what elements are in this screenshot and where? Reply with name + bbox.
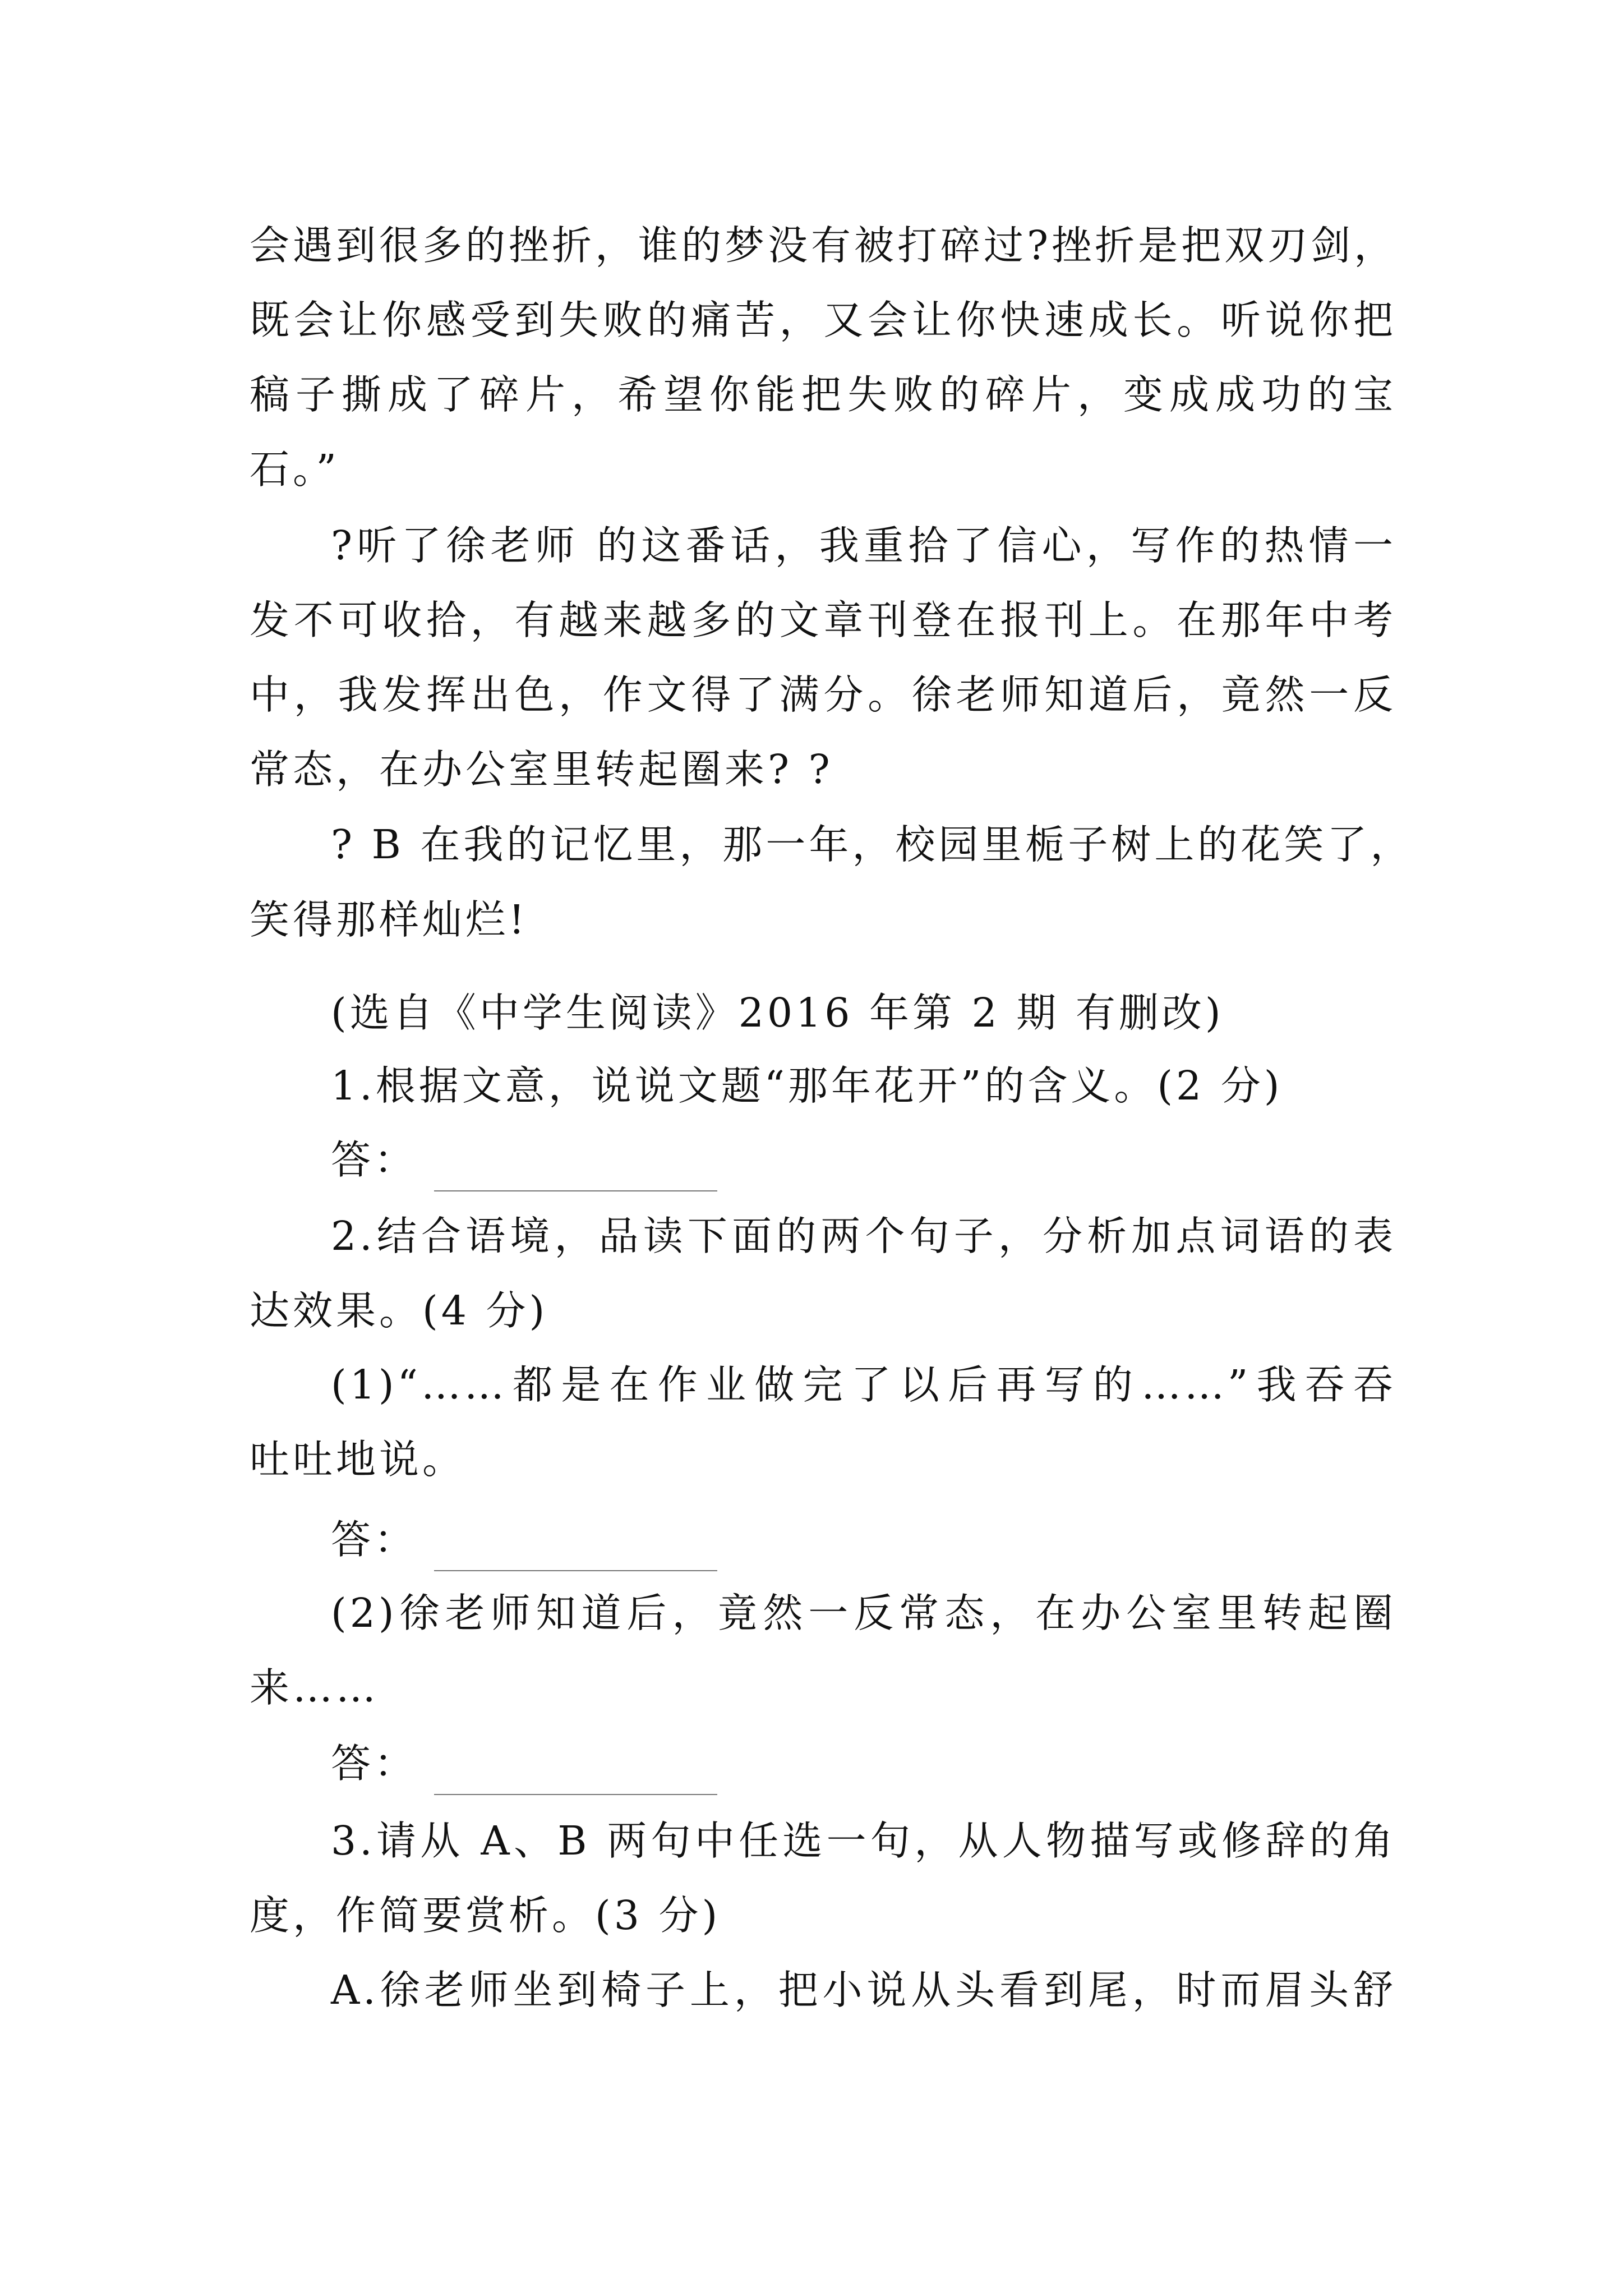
text-line: 石。” xyxy=(250,446,340,493)
question-3: 3.请从 A、B 两句中任选一句，从人物描写或修辞的角 xyxy=(331,1818,1396,1864)
text-line: 吐吐地说。 xyxy=(250,1436,466,1483)
question-1: 1.根据文意，说说文题“那年花开”的含义。(2 分) xyxy=(331,1062,1283,1109)
answer-blank[interactable] xyxy=(434,1760,717,1795)
text-line: 会遇到很多的挫折，谁的梦没有被打碎过?挫折是把双刃剑， xyxy=(250,222,1398,269)
text-line: 发不可收拾，有越来越多的文章刊登在报刊上。在那年中考 xyxy=(250,597,1396,643)
answer-line xyxy=(250,1508,1396,1571)
answer-label: 答： xyxy=(331,1137,418,1183)
text-line: 中，我发挥出色，作文得了满分。徐老师知道后，竟然一反 xyxy=(250,671,1396,718)
text-line: 既会让你感受到失败的痛苦，又会让你快速成长。听说你把 xyxy=(250,297,1396,343)
answer-blank[interactable] xyxy=(434,1157,717,1191)
text-line: 来…… xyxy=(250,1664,380,1711)
text-line: 达效果。(4 分) xyxy=(250,1287,548,1334)
question-2-1: (1)“……都是在作业做完了以后再写的……”我吞吞 xyxy=(331,1361,1396,1408)
question-2-2: (2)徐老师知道后，竟然一反常态，在办公室里转起圈 xyxy=(331,1590,1396,1636)
answer-line xyxy=(250,1129,1396,1191)
answer-line xyxy=(250,1732,1396,1795)
answer-label: 答： xyxy=(331,1516,418,1563)
text-line: ? B 在我的记忆里，那一年，校园里栀子树上的花笑了， xyxy=(331,821,1414,868)
text-line: 常态，在办公室里转起圈来? ? xyxy=(250,746,833,793)
text-line: 笑得那样灿烂! xyxy=(250,896,528,943)
source-note: (选自《中学生阅读》2016 年第 2 期 有删改) xyxy=(331,990,1224,1036)
question-2: 2.结合语境，品读下面的两个句子，分析加点词语的表 xyxy=(331,1213,1396,1259)
text-line: ?听了徐老师 的这番话，我重拾了信心，写作的热情一 xyxy=(331,522,1396,569)
answer-blank[interactable] xyxy=(434,1536,717,1571)
text-line: A.徐老师坐到椅子上，把小说从头看到尾，时而眉头舒 xyxy=(331,1967,1396,2013)
answer-label: 答： xyxy=(331,1740,418,1787)
text-line: 稿子撕成了碎片，希望你能把失败的碎片，变成成功的宝 xyxy=(250,371,1396,418)
text-line: 度，作简要赏析。(3 分) xyxy=(250,1892,721,1939)
